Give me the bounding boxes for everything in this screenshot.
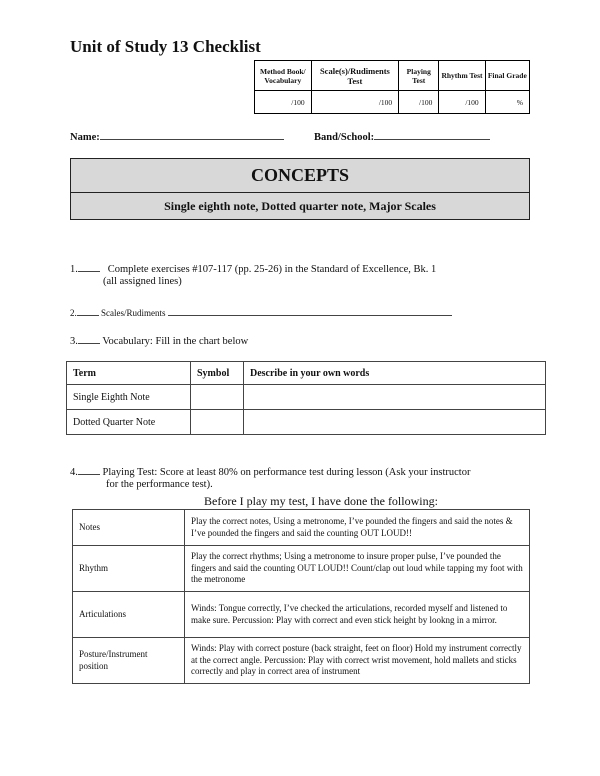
concepts-subheading: Single eighth note, Dotted quarter note, Major Scales [164, 199, 436, 213]
band-school-label: Band/School: [314, 132, 375, 143]
name-blank[interactable] [100, 129, 284, 140]
item-1-number: 1. [70, 264, 78, 275]
band-school-blank[interactable] [374, 129, 490, 140]
vocab-term: Dotted Quarter Note [67, 410, 191, 435]
vocab-header-describe: Describe in your own words [244, 362, 546, 385]
item-2 [70, 305, 452, 318]
checklist-label: Articulations [73, 592, 185, 638]
concepts-heading: CONCEPTS [71, 159, 529, 193]
grade-table [254, 60, 530, 114]
table-row [73, 638, 530, 684]
name-field[interactable] [70, 129, 284, 143]
grade-header-final: Final Grade [485, 61, 529, 91]
item-4 [70, 464, 470, 478]
item-2-number: 2. [70, 308, 77, 318]
checklist-text: Winds: Tongue correctly, I’ve checked the articulations, recorded myself and listened to make sure. Percussion: Play with correct and even stick height by lookng in a mirror. [185, 592, 530, 638]
table-row [73, 546, 530, 592]
checklist-label: Rhythm [73, 546, 185, 592]
checklist-label: Notes [73, 510, 185, 546]
item-1-blank[interactable] [78, 261, 100, 272]
vocab-symbol-cell[interactable] [191, 385, 244, 410]
checklist-label: Posture/Instrument position [73, 638, 185, 684]
name-label: Name: [70, 132, 100, 143]
checklist-table [72, 509, 530, 684]
item-4-blank[interactable] [78, 464, 100, 475]
item-1-text: Complete exercises #107-117 (pp. 25-26) in the Standard of Excellence, Bk. 1 [107, 264, 437, 275]
item-3 [70, 333, 248, 347]
grade-header-playing: Playing Test [399, 61, 439, 91]
item-3-number: 3. [70, 336, 78, 347]
vocabulary-table [66, 361, 546, 435]
item-4-text: Playing Test: Score at least 80% on performance test during lesson (Ask your instructor [102, 467, 471, 478]
page-title: Unit of Study 13 Checklist [70, 37, 261, 56]
grade-header-scales: Scale(s)/Rudiments Test [311, 61, 399, 91]
vocab-describe-cell[interactable] [244, 385, 546, 410]
item-2-blank[interactable] [77, 305, 99, 316]
vocab-header-row [67, 362, 546, 385]
grade-score-scales[interactable]: /100 [311, 91, 399, 114]
grade-score-final[interactable]: % [485, 91, 529, 114]
vocab-describe-cell[interactable] [244, 410, 546, 435]
vocab-symbol-cell[interactable] [191, 410, 244, 435]
vocab-header-symbol: Symbol [191, 362, 244, 385]
item-4-number: 4. [70, 467, 78, 478]
vocab-header-term: Term [67, 362, 191, 385]
table-row [67, 385, 546, 410]
checklist-text: Play the correct notes, Using a metronome, I’ve pounded the fingers and said the notes & I’ve pounded the fingers and said the counting OUT LOUD!! [185, 510, 530, 546]
table-row [67, 410, 546, 435]
table-row [73, 510, 530, 546]
band-school-field[interactable] [314, 129, 490, 143]
item-3-text: Vocabulary: Fill in the chart below [102, 336, 249, 347]
grade-header-method: Method Book/ Vocabulary [255, 61, 312, 91]
grade-score-rhythm[interactable]: /100 [439, 91, 485, 114]
grade-header-row [255, 61, 530, 91]
item-2-text: Scales/Rudiments [101, 308, 166, 318]
grade-header-rhythm: Rhythm Test [439, 61, 485, 91]
grade-score-method[interactable]: /100 [255, 91, 312, 114]
grade-score-row [255, 91, 530, 114]
vocab-term: Single Eighth Note [67, 385, 191, 410]
item-1-sub: (all assigned lines) [103, 276, 182, 287]
grade-score-playing[interactable]: /100 [399, 91, 439, 114]
checklist-title: Before I play my test, I have done the following: [204, 494, 438, 508]
table-row [73, 592, 530, 638]
item-2-line[interactable] [168, 305, 452, 316]
checklist-text: Winds: Play with correct posture (back straight, feet on floor) Hold my instrument correctly at the correct angle. Percussion: Play with correct wrist movement, hold mallets and sticks correctly and play in correct area of instrument [185, 638, 530, 684]
item-3-blank[interactable] [78, 333, 100, 344]
item-4-sub: for the performance test). [106, 479, 213, 490]
item-1 [70, 261, 436, 275]
checklist-text: Play the correct rhythms; Using a metronome to insure proper pulse, I’ve pounded the fingers and said the counting OUT LOUD!! Count/clap out loud while tapping my foot with the metronome [185, 546, 530, 592]
concepts-box [70, 158, 530, 220]
